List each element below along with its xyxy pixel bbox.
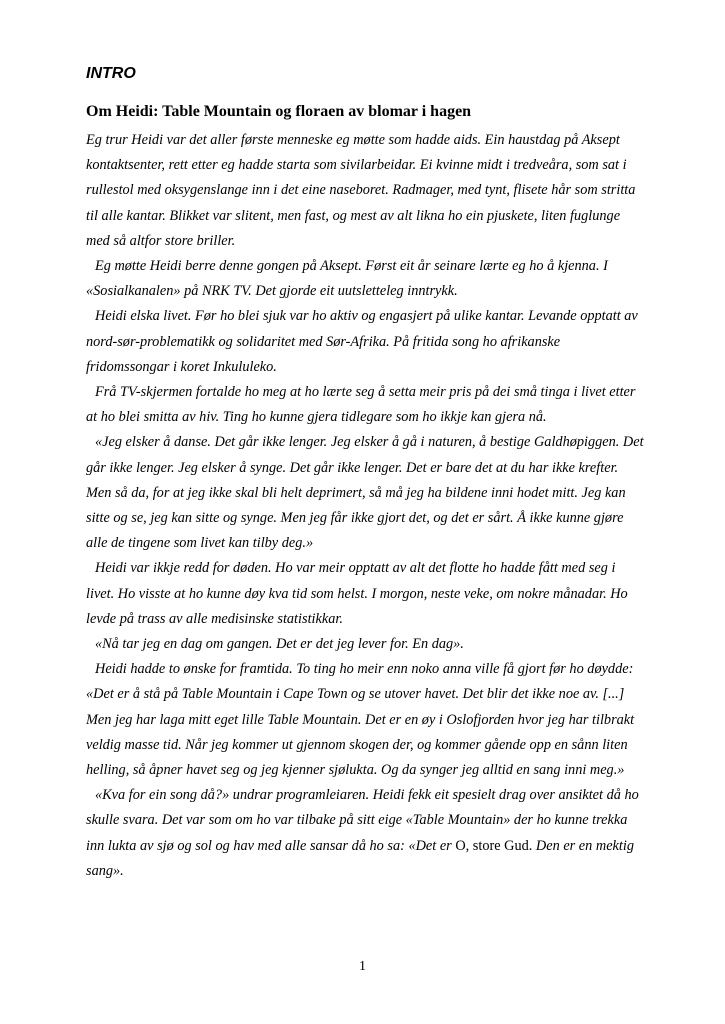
paragraph: Heidi var ikkje redd for døden. Ho var meir opptatt av alt det flotte ho hadde fått med seg i livet. Ho visste at ho kunne døy kva tid som helst. I morgon, neste veke, om nokre månadar. Ho levde på trass av alle medisinske statistikkar. — [86, 560, 628, 627]
paragraph: Heidi hadde to ønske for framtida. To ting ho meir enn noko anna ville få gjort før ho døydde: «Det er å stå på Table Mountain i Cape Town og se utover havet. Det blir det ikke noe av. [...] Men jeg har laga mitt eget lille Table Mountain. Det er en øy i Oslofjorden hvor jeg har tilbrakt veldig masse tid. Når jeg kommer ut gjennom skogen der, og kommer gående opp en sånn liten helling, så åpner havet seg og jeg kjenner sjølukta. Og da synger jeg alltid en sang inni meg.» — [86, 661, 635, 779]
document-page — [86, 62, 646, 884]
chapter-title: Om Heidi: Table Mountain og floraen av blomar i hagen — [86, 103, 472, 120]
paragraph: «Nå tar jeg en dag om gangen. Det er det jeg lever for. En dag». — [95, 636, 464, 653]
paragraph-last — [86, 783, 646, 884]
paragraph: Frå TV-skjermen fortalde ho meg at ho lærte seg å setta meir pris på dei små tinga i livet etter at ho blei smitta av hiv. Ting ho kunne gjera tidlegare som ho ikkje kan gjera nå. — [86, 384, 636, 426]
body-text — [86, 128, 646, 884]
paragraph: Eg trur Heidi var det aller første menneske eg møtte som hadde aids. Ein haustdag på Aksept kontaktsenter, rett etter eg hadde starta som sivilarbeidar. Ei kvinne midt i tredveåra, som sat i rullestol med oksygenslange inn i det eine naseboret. Radmager, med tynt, flisete hår som stritta til alle kantar. Blikket var slitent, men fast, og mest av alt likna ho ein pjuskete, liten fuglunge med så altfor store briller. — [86, 132, 636, 249]
section-title: INTRO — [86, 65, 136, 82]
paragraph: Eg møtte Heidi berre denne gongen på Aksept. Først eit år seinare lærte eg ho å kjenna. I «Sosialkanalen» på NRK TV. Det gjorde eit uutsletteleg inntrykk. — [86, 258, 608, 300]
paragraph: «Jeg elsker å danse. Det går ikke lenger. Jeg elsker å gå i naturen, å bestige Galdhøpiggen. Det går ikke lenger. Jeg elsker å synge. Det går ikke lenger. Det er bare det at du har ikke krefter. Men så da, for at jeg ikke skal bli helt deprimert, så må jeg ha bildene inni hodet mitt. Jeg kan sitte og se, jeg kan sitte og synge. Men jeg får ikke gjort det, og det er sårt. Å ikke kunne gjøre alle de tingene som livet kan tilby deg.» — [86, 434, 644, 552]
paragraph-segment: Den er en mektig sang». — [86, 837, 634, 879]
paragraph: Heidi elska livet. Før ho blei sjuk var ho aktiv og engasjert på ulike kantar. Levande opptatt av nord-sør-problematikk og solidaritet med Sør-Afrika. På fritida song ho afrikanske fridomssongar i koret Inkululeko. — [86, 308, 638, 375]
page-number: 1 — [359, 959, 366, 974]
song-title: O, store Gud. — [455, 837, 533, 854]
paragraph-segment: «Kva for ein song då?» undrar programleiaren. Heidi fekk eit spesielt drag over ansiktet då ho skulle svara. Det var som om ho var tilbake på sitt eige «Table Mountain» der ho kunne trekka inn lukta av sjø og sol og hav med alle sansar då ho sa: «Det er — [86, 787, 639, 854]
